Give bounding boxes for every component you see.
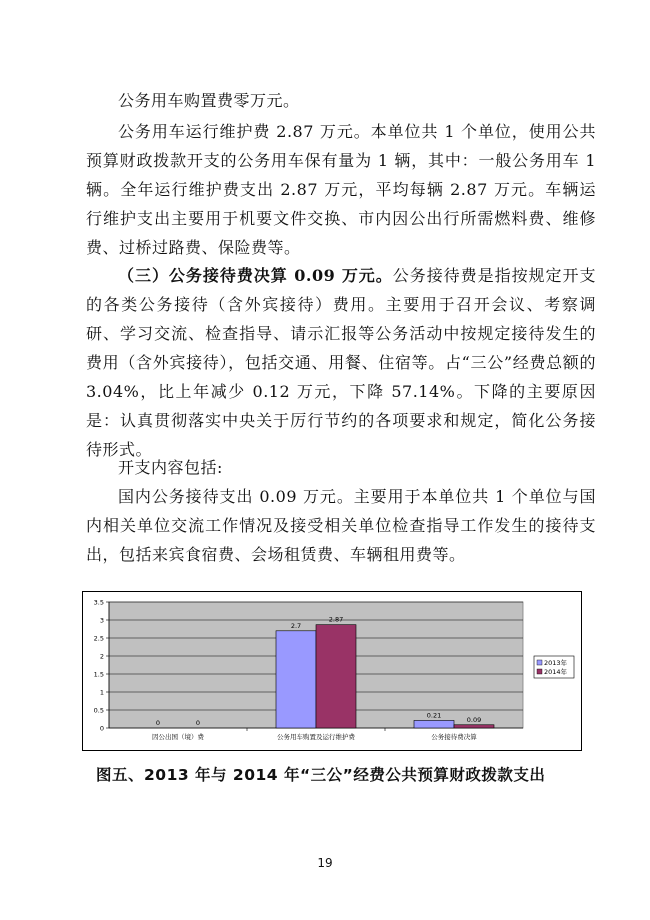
- data-label: 0: [195, 719, 201, 727]
- legend-label: 2013年: [544, 659, 568, 667]
- paragraph-reception-body: 公务接待费是指按规定开支的各类公务接待（含外宾接待）费用。主要用于召开会议、考察调研、学习交流、检查指导、请示汇报等公务活动中按规定接待发生的费用（含外宾接待），包括交通、用餐、住宿等。占“三公”经费总额的 3.04%，比上年减少 0.12 万元，下降 57.14%。下降的主要原因是：认真贯彻落实中央关于厉行节约的各项要求和规定，简化公务接待形式。: [86, 266, 596, 459]
- chart-svg: [83, 592, 581, 750]
- legend-swatch: [537, 669, 542, 674]
- x-tick-label: 公务接待费决算: [431, 733, 477, 741]
- bar: [276, 631, 316, 728]
- paragraph-vehicle-purchase: 公务用车购置费零万元。: [118, 91, 300, 110]
- bar: [316, 625, 356, 728]
- data-label: 0.21: [426, 711, 442, 720]
- y-tick-label: 1.5: [93, 670, 104, 679]
- y-tick-label: 1: [99, 688, 104, 697]
- bar: [454, 725, 494, 728]
- section-heading-reception: （三）公务接待费决算 0.09 万元。: [118, 266, 393, 285]
- x-tick-label: 因公出国（境）费: [152, 733, 204, 741]
- y-tick-label: 2.5: [93, 634, 104, 643]
- y-tick-label: 0.5: [93, 706, 104, 715]
- data-label: 0: [155, 719, 161, 727]
- y-tick-label: 3.5: [93, 598, 104, 607]
- y-tick-label: 2: [99, 652, 104, 661]
- bar-chart: [82, 591, 582, 751]
- data-label: 2.7: [290, 621, 302, 630]
- legend-swatch: [537, 660, 542, 665]
- x-tick-label: 公务用车购置及运行维护费: [277, 733, 355, 741]
- figure-caption: 图五、2013 年与 2014 年“三公”经费公共预算财政拨款支出: [96, 766, 546, 784]
- legend-label: 2014年: [544, 668, 568, 676]
- data-label: 2.87: [328, 615, 344, 624]
- y-tick-label: 0: [99, 724, 104, 733]
- page-number: 19: [317, 856, 333, 870]
- paragraph-vehicle-maintenance: 公务用车运行维护费 2.87 万元。本单位共 1 个单位，使用公共预算财政拨款开支的公务用车保有量为 1 辆，其中：一般公务用车 1 辆。全年运行维护费支出 2.87 万元，平均每辆 2.87 万元。车辆运行维护支出主要用于机要文件交换、市内因公出行所需燃料费、维修费、过桥过路费、保险费等。: [86, 122, 596, 257]
- paragraph-reception: [86, 261, 596, 464]
- y-tick-label: 3: [99, 616, 104, 625]
- bar: [414, 720, 454, 728]
- paragraph-domestic-reception: 国内公务接待支出 0.09 万元。主要用于本单位共 1 个单位与国内相关单位交流工作情况及接受相关单位检查指导工作发生的接待支出，包括来宾食宿费、会场租赁费、车辆租用费等。: [86, 487, 596, 564]
- paragraph-expenditure-intro: 开支内容包括:: [118, 458, 223, 477]
- data-label: 0.09: [466, 715, 482, 724]
